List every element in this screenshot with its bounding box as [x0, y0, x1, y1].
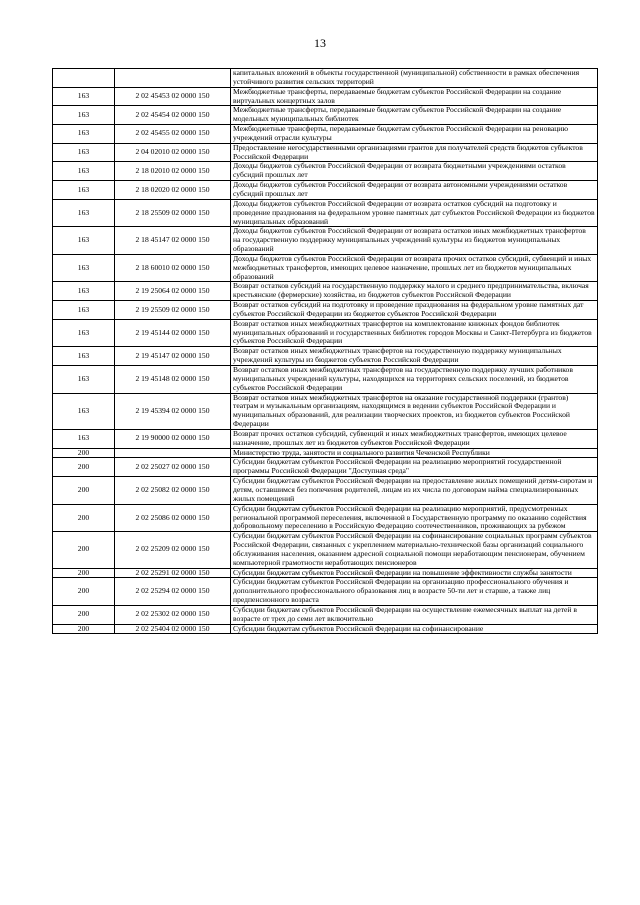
revenue-description-cell: Министерство труда, занятости и социального развития Чеченской Республики: [231, 448, 598, 458]
revenue-description-cell: Субсидии бюджетам субъектов Российской Федерации на организацию профессионального обучения и дополнительного профессионального образования лиц в возрасте 50-ти лет и старше, а также лиц предпенсионного возраста: [231, 578, 598, 606]
revenue-description-cell: Субсидии бюджетам субъектов Российской Федерации на осуществление ежемесячных выплат на детей в возрасте от трех до семи лет включительно: [231, 605, 598, 624]
revenue-description-cell: Межбюджетные трансферты, передаваемые бюджетам субъектов Российской Федерации на создание виртуальных концертных залов: [231, 87, 598, 106]
admin-code-cell: 200: [53, 624, 115, 634]
table-row: [53, 143, 598, 162]
budget-classification-code-cell: 2 02 45455 02 0000 150: [115, 125, 231, 144]
table-row: [53, 87, 598, 106]
budget-classification-code-cell: 2 19 25509 02 0000 150: [115, 301, 231, 320]
budget-classification-code-cell: 2 18 60010 02 0000 150: [115, 254, 231, 282]
table-row: [53, 458, 598, 477]
budget-classification-code-cell: 2 02 25302 02 0000 150: [115, 605, 231, 624]
budget-classification-code-cell: 2 02 25291 02 0000 150: [115, 568, 231, 578]
revenue-description-cell: Возврат остатков иных межбюджетных трансфертов на комплектование книжных фондов библиотек муниципальных образований и государственных библиотек городов Москвы и Санкт-Петербурга из бюджетов субъектов Российской Федерации: [231, 319, 598, 347]
revenue-description-cell: Возврат остатков субсидий на подготовку и проведение празднования на федеральном уровне памятных дат субъектов Российской Федерации из бюджетов субъектов Российской Федерации: [231, 301, 598, 320]
admin-code-cell: 163: [53, 366, 115, 394]
budget-classification-code-cell: 2 02 25027 02 0000 150: [115, 458, 231, 477]
revenue-description-cell: Возврат остатков субсидий на государственную поддержку малого и среднего предпринимательства, включая крестьянские (фермерские) хозяйства, из бюджетов субъектов Российской Федерации: [231, 282, 598, 301]
budget-classification-code-cell: 2 02 25082 02 0000 150: [115, 477, 231, 505]
budget-classification-code-cell: 2 19 45394 02 0000 150: [115, 393, 231, 429]
table-row: [53, 624, 598, 634]
revenue-description-cell: капитальных вложений в объекты государственной (муниципальной) собственности в рамках обеспечения устойчивого развития сельских территорий: [231, 69, 598, 88]
budget-codes-table: [52, 68, 598, 634]
table-row: [53, 125, 598, 144]
revenue-description-cell: Возврат остатков иных межбюджетных трансфертов на оказание государственной поддержки (грантов) театрам и музыкальным организациям, находящимся в ведении субъектов Российской Федерации и муниципальных образований, для реализации творческих проектов, из бюджетов субъектов Российской Федерации: [231, 393, 598, 429]
budget-classification-code-cell: 2 02 25209 02 0000 150: [115, 532, 231, 568]
admin-code-cell: 163: [53, 254, 115, 282]
admin-code-cell: 163: [53, 227, 115, 255]
table-row: [53, 532, 598, 568]
table-row: [53, 301, 598, 320]
admin-code-cell: 200: [53, 458, 115, 477]
revenue-description-cell: Доходы бюджетов субъектов Российской Федерации от возврата остатков иных межбюджетных трансфертов на государственную поддержку муниципальных учреждений культуры из бюджетов муниципальных образований: [231, 227, 598, 255]
budget-classification-code-cell: 2 18 45147 02 0000 150: [115, 227, 231, 255]
revenue-description-cell: Субсидии бюджетам субъектов Российской Федерации на реализацию мероприятий государственной программы Российской Федерации "Доступная среда": [231, 458, 598, 477]
admin-code-cell: 200: [53, 532, 115, 568]
budget-classification-code-cell: 2 02 25404 02 0000 150: [115, 624, 231, 634]
table-row: [53, 393, 598, 429]
admin-code-cell: 163: [53, 199, 115, 227]
table-row: [53, 227, 598, 255]
revenue-description-cell: Доходы бюджетов субъектов Российской Федерации от возврата прочих остатков субсидий, субвенций и иных межбюджетных трансфертов, имеющих целевое назначение, прошлых лет из бюджетов муниципальных образований: [231, 254, 598, 282]
table-row: [53, 199, 598, 227]
table-row: [53, 429, 598, 448]
table-row: [53, 504, 598, 532]
revenue-description-cell: Межбюджетные трансферты, передаваемые бюджетам субъектов Российской Федерации на реновацию учреждений отрасли культуры: [231, 125, 598, 144]
revenue-description-cell: Предоставление негосударственными организациями грантов для получателей средств бюджетов субъектов Российской Федерации: [231, 143, 598, 162]
table-row: [53, 347, 598, 366]
revenue-description-cell: Субсидии бюджетам субъектов Российской Федерации на повышение эффективности службы занятости: [231, 568, 598, 578]
budget-classification-code-cell: 2 18 25509 02 0000 150: [115, 199, 231, 227]
budget-classification-code-cell: 2 19 25064 02 0000 150: [115, 282, 231, 301]
admin-code-cell: 200: [53, 504, 115, 532]
admin-code-cell: 163: [53, 319, 115, 347]
budget-classification-code-cell: 2 18 02010 02 0000 150: [115, 162, 231, 181]
budget-classification-code-cell: 2 19 45147 02 0000 150: [115, 347, 231, 366]
revenue-description-cell: Субсидии бюджетам субъектов Российской Федерации на софинансирование социальных программ субъектов Российской Федерации, связанных с укреплением материально-технической базы организаций социального обслуживания населения, оказанием адресной социальной помощи неработающим пенсионерам, обучением компьютерной грамотности неработающих пенсионеров: [231, 532, 598, 568]
table-row: [53, 282, 598, 301]
budget-classification-code-cell: 2 19 90000 02 0000 150: [115, 429, 231, 448]
revenue-description-cell: Межбюджетные трансферты, передаваемые бюджетам субъектов Российской Федерации на создание модельных муниципальных библиотек: [231, 106, 598, 125]
admin-code-cell: 163: [53, 106, 115, 125]
page-number: 13: [314, 36, 326, 50]
admin-code-cell: 200: [53, 605, 115, 624]
budget-classification-code-cell: 2 02 45454 02 0000 150: [115, 106, 231, 125]
admin-code-cell: 163: [53, 393, 115, 429]
table-body: [53, 69, 598, 634]
revenue-description-cell: Субсидии бюджетам субъектов Российской Федерации на софинансирование: [231, 624, 598, 634]
budget-classification-code-cell: [115, 448, 231, 458]
admin-code-cell: 163: [53, 125, 115, 144]
table-row: [53, 578, 598, 606]
revenue-description-cell: Доходы бюджетов субъектов Российской Федерации от возврата автономными учреждениями остатков субсидий прошлых лет: [231, 181, 598, 200]
admin-code-cell: 200: [53, 477, 115, 505]
revenue-description-cell: Доходы бюджетов субъектов Российской Федерации от возврата бюджетными учреждениями остатков субсидий прошлых лет: [231, 162, 598, 181]
admin-code-cell: 163: [53, 87, 115, 106]
revenue-description-cell: Возврат остатков иных межбюджетных трансфертов на государственную поддержку лучших работников муниципальных учреждений культуры, находящихся на территориях сельских поселений, из бюджетов субъектов Российской Федерации: [231, 366, 598, 394]
table-row: [53, 69, 598, 88]
admin-code-cell: 163: [53, 143, 115, 162]
admin-code-cell: 200: [53, 578, 115, 606]
admin-code-cell: 163: [53, 301, 115, 320]
budget-classification-code-cell: [115, 69, 231, 88]
table-row: [53, 605, 598, 624]
revenue-description-cell: Доходы бюджетов субъектов Российской Федерации от возврата остатков субсидий на подготовку и проведение празднования на федеральном уровне памятных дат субъектов Российской Федерации из бюджетов муниципальных образований: [231, 199, 598, 227]
admin-code-cell: [53, 69, 115, 88]
budget-classification-code-cell: 2 02 45453 02 0000 150: [115, 87, 231, 106]
table-row: [53, 181, 598, 200]
admin-code-cell: 200: [53, 568, 115, 578]
admin-code-cell: 163: [53, 347, 115, 366]
revenue-description-cell: Возврат остатков иных межбюджетных трансфертов на государственную поддержку муниципальных учреждений культуры из бюджетов субъектов Российской Федерации: [231, 347, 598, 366]
admin-code-cell: 200: [53, 448, 115, 458]
table-row: [53, 477, 598, 505]
table-row: [53, 254, 598, 282]
revenue-description-cell: Субсидии бюджетам субъектов Российской Федерации на реализацию мероприятий, предусмотренных региональной программой переселения, включенной в Государственную программу по оказанию содействия добровольному переселению в Российскую Федерацию соотечественников, проживающих за рубежом: [231, 504, 598, 532]
revenue-description-cell: Субсидии бюджетам субъектов Российской Федерации на предоставление жилых помещений детям-сиротам и детям, оставшимся без попечения родителей, лицам из их числа по договорам найма специализированных жилых помещений: [231, 477, 598, 505]
admin-code-cell: 163: [53, 162, 115, 181]
budget-classification-code-cell: 2 02 25294 02 0000 150: [115, 578, 231, 606]
table-row: [53, 106, 598, 125]
budget-classification-code-cell: 2 18 02020 02 0000 150: [115, 181, 231, 200]
budget-classification-code-cell: 2 02 25086 02 0000 150: [115, 504, 231, 532]
admin-code-cell: 163: [53, 181, 115, 200]
budget-classification-code-cell: 2 19 45144 02 0000 150: [115, 319, 231, 347]
budget-classification-code-cell: 2 19 45148 02 0000 150: [115, 366, 231, 394]
admin-code-cell: 163: [53, 282, 115, 301]
table-row: [53, 162, 598, 181]
table-row: [53, 319, 598, 347]
admin-code-cell: 163: [53, 429, 115, 448]
revenue-description-cell: Возврат прочих остатков субсидий, субвенций и иных межбюджетных трансфертов, имеющих целевое назначение, прошлых лет из бюджетов субъектов Российской Федерации: [231, 429, 598, 448]
budget-classification-code-cell: 2 04 02010 02 0000 150: [115, 143, 231, 162]
table-row: [53, 366, 598, 394]
